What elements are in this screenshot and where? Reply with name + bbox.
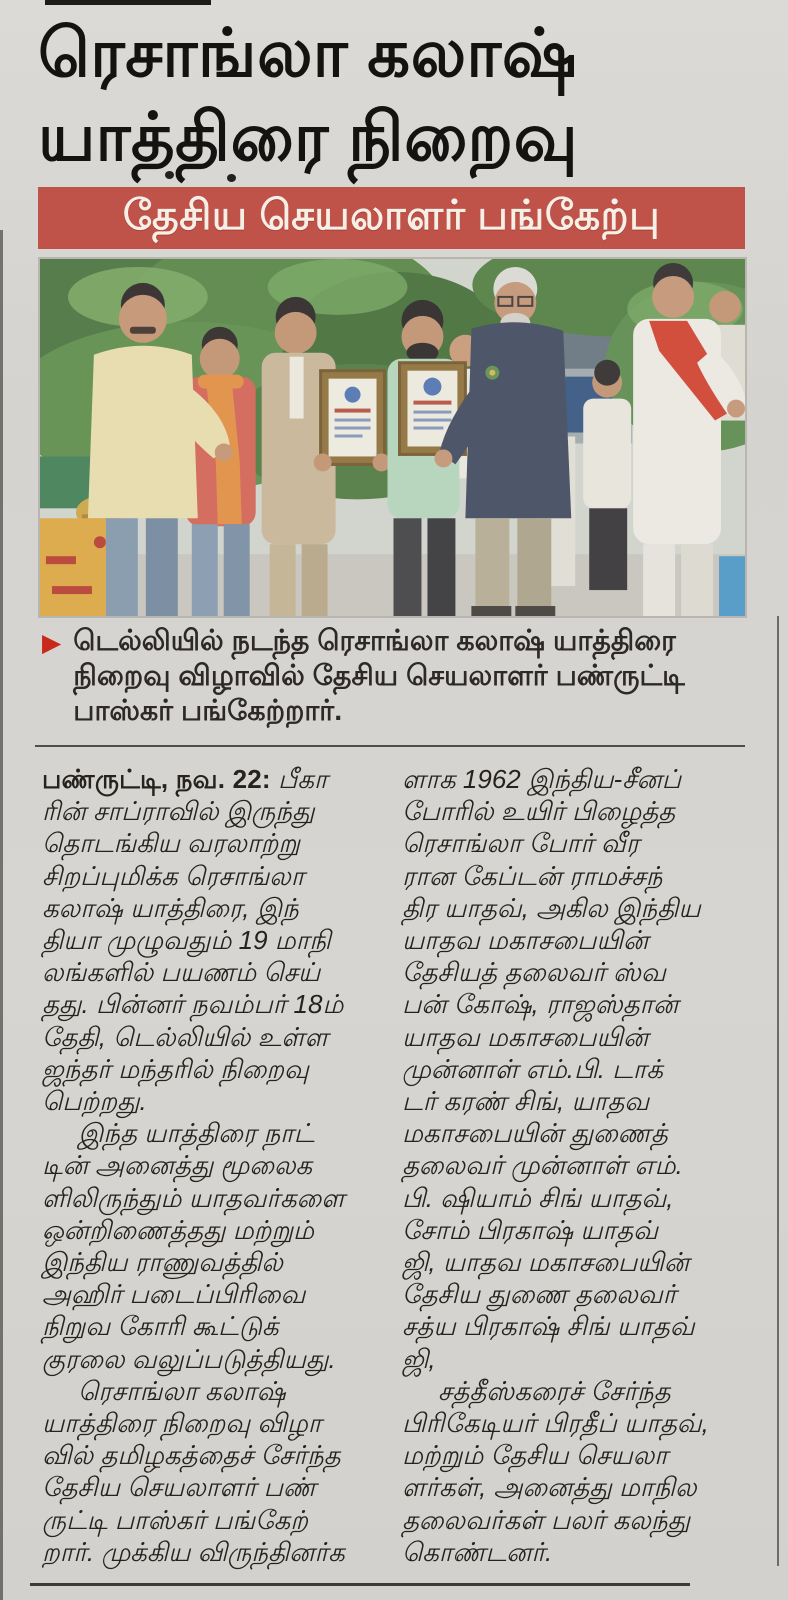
headline-line-1: ரெசாங்லா கலாஷ்	[38, 16, 578, 91]
body-column-left	[42, 763, 392, 1568]
body-text-line: தலைவர்கள் பலர் கலந்து	[402, 1504, 691, 1535]
torn-rule-fragment	[45, 0, 211, 5]
body-text-line: யாதவ மகாசபையின்	[402, 925, 649, 956]
body-text-line: பிரிகேடியர் பிரதீப் யாதவ்,	[402, 1408, 709, 1439]
body-text-line: ளர்கள், அனைத்து மாநில	[402, 1472, 697, 1503]
body-text-line: சத்ய பிரகாஷ் சிங் யாதவ்	[402, 1311, 695, 1342]
body-text-line: லங்களில் பயணம் செய்	[42, 957, 321, 988]
body-text-line: ஒன்றிணைத்தது மற்றும்	[42, 1214, 314, 1245]
section-rule-bottom	[30, 1583, 690, 1586]
body-text-line: தேசிய செயலாளர் பண்	[42, 1472, 317, 1503]
body-text-line: பண்ருட்டி, நவ. 22: பீகா	[42, 764, 328, 794]
body-text-line: பெற்றது.	[42, 1086, 147, 1117]
body-text-line: முன்னாள் எம்.பி. டாக்	[402, 1053, 664, 1084]
body-text-line: தொடங்கிய வரலாற்று	[42, 828, 300, 859]
body-text-line: அஹிர் படைப்பிரிவை	[42, 1279, 306, 1310]
body-text-line: கலாஷ் யாத்திரை, இந்	[42, 892, 299, 923]
caption-text	[73, 624, 754, 729]
body-text-line: தேசியத் தலைவர் ஸ்வ	[402, 957, 666, 988]
body-text-line: தலைவர் முன்னாள் எம்.	[402, 1150, 683, 1181]
photo-caption	[42, 624, 754, 729]
section-rule-top	[35, 745, 745, 747]
caption-line: பாஸ்கர் பங்கேற்றார்.	[73, 695, 343, 727]
body-text-line: ரின் சாப்ராவில் இருந்து	[42, 796, 315, 827]
body-text-line: ருட்டி பாஸ்கர் பங்கேற்	[42, 1504, 308, 1535]
body-text-line: பி. ஷியாம் சிங் யாதவ்,	[402, 1182, 674, 1213]
body-text-line: குரலை வலுப்படுத்தியது.	[42, 1343, 336, 1374]
body-text-line: ஜி, யாதவ மகாசபையின்	[402, 1247, 690, 1278]
body-text-line: யாத்திரை நிறைவு விழா	[42, 1408, 322, 1439]
body-text-line: ரான கேப்டன் ராமச்சந்	[402, 860, 663, 891]
body-text-line: மகாசபையின் துணைத்	[402, 1118, 668, 1149]
body-text-line: சத்தீஸ்கரைச் சேர்ந்த	[438, 1375, 671, 1406]
body-text-line: தேதி, டெல்லியில் உள்ள	[42, 1021, 329, 1052]
body-text-line: போரில் உயிர் பிழைத்த	[402, 796, 676, 827]
body-text-line: ளாக 1962 இந்திய-சீனப்	[402, 764, 682, 794]
body-text-line: டின் அனைத்து மூலைக	[42, 1150, 313, 1181]
body-text-line: கொண்டனர்.	[402, 1536, 553, 1567]
body-text-line: திர யாதவ், அகில இந்திய	[402, 892, 701, 923]
photo-illustration	[38, 257, 747, 618]
body-text-line: தியா முழுவதும் 19 மாநி	[42, 925, 331, 956]
body-text-line: மற்றும் தேசிய செயலா	[402, 1440, 668, 1471]
body-text-line: ஜந்தர் மந்தரில் நிறைவு	[42, 1053, 309, 1084]
body-text-line: வில் தமிழகத்தைச் சேர்ந்த	[42, 1440, 341, 1471]
body-column-right	[402, 763, 756, 1568]
body-text-line: இந்த யாத்திரை நாட்	[78, 1118, 315, 1149]
sub-headline-banner	[38, 187, 745, 249]
caption-line: டெல்லியில் நடந்த ரெசாங்லா கலாஷ் யாத்திரை	[73, 625, 676, 657]
news-photo	[38, 257, 747, 618]
caption-line: நிறைவு விழாவில் தேசிய செயலாளர் பண்ருட்டி	[73, 660, 685, 692]
left-scan-edge	[0, 230, 3, 1600]
body-text-line: ரெசாங்லா போர் வீர	[402, 828, 640, 859]
headline	[38, 12, 752, 180]
dateline: பண்ருட்டி, நவ. 22:	[42, 764, 271, 794]
body-text-line: ளிலிருந்தும் யாதவர்களை	[42, 1182, 345, 1213]
column-separator-rule	[777, 616, 779, 1566]
body-text-line: ஜி,	[402, 1343, 436, 1374]
banner-text: தேசிய செயலாளர் பங்கேற்பு	[122, 191, 661, 238]
body-text-line: யாதவ மகாசபையின்	[402, 1021, 649, 1052]
body-text-line: தது. பின்னர் நவம்பர் 18ம்	[42, 989, 344, 1020]
body-text-line: தேசிய துணை தலைவர்	[402, 1279, 677, 1310]
caption-arrow-icon: ▶	[42, 629, 62, 657]
body-text-line: டர் கரண் சிங், யாதவ	[402, 1086, 650, 1117]
body-text-line: இந்திய ராணுவத்தில்	[42, 1247, 283, 1278]
body-text-line: சிறப்புமிக்க ரெசாங்லா	[42, 860, 305, 891]
body-text-line: ரெசாங்லா கலாஷ்	[78, 1375, 286, 1406]
body-text-line: சோம் பிரகாஷ் யாதவ்	[402, 1214, 658, 1245]
body-text-line: நிறுவ கோரி கூட்டுக்	[42, 1311, 279, 1342]
headline-line-2: யாத்திரை நிறைவு	[38, 100, 579, 175]
body-text-line: றார். முக்கிய விருந்தினர்க	[42, 1536, 345, 1567]
body-text-line: பன் கோஷ், ராஜஸ்தான்	[402, 989, 679, 1020]
